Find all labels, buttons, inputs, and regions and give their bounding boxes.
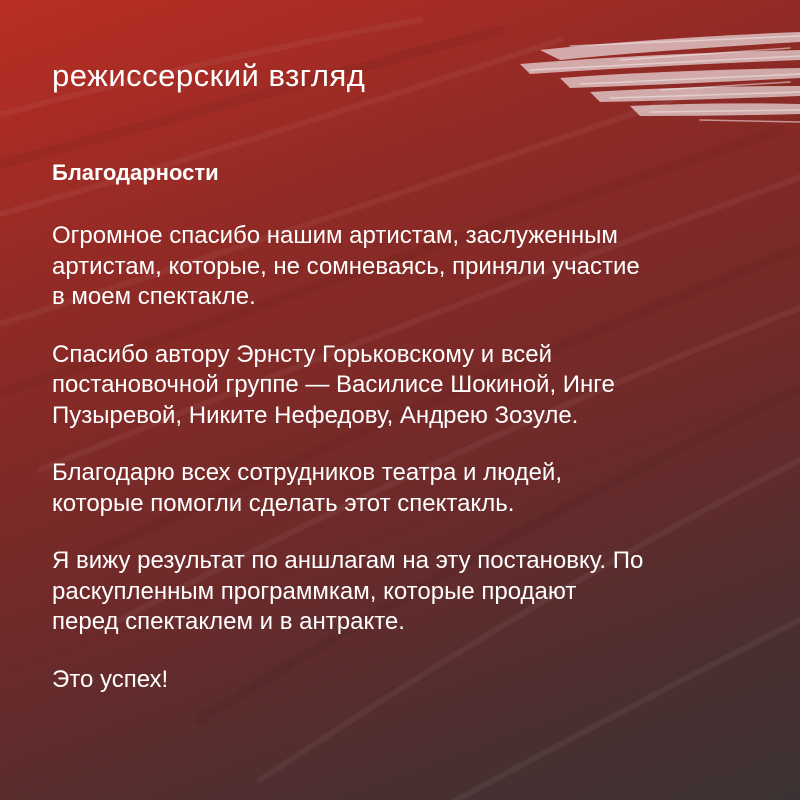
white-brush-stroke-decoration <box>500 20 800 140</box>
section-heading: Благодарности <box>52 160 219 185</box>
content-block <box>52 155 772 722</box>
paragraph-result: Я вижу результат по аншлагам на эту постановку. По раскупленным программкам, которые продают перед спектаклем и в антракте. <box>52 547 644 635</box>
page-title: режиссерский взгляд <box>52 58 366 93</box>
paragraph-thanks-author: Спасибо автору Эрнсту Горьковскому и всей постановочной группе — Василисе Шокиной, Инге Пузыревой, Никите Нефедову, Андрею Зозуле. <box>52 340 615 429</box>
paragraph-thanks-artists: Огромное спасибо нашим артистам, заслуженным артистам, которые, не сомневаясь, приняли участие в моем спектакле. <box>52 222 640 310</box>
paragraph-thanks-staff: Благодарю всех сотрудников театра и людей, которые помогли сделать этот спектакль. <box>52 459 562 517</box>
paragraph-success: Это успех! <box>52 665 169 693</box>
